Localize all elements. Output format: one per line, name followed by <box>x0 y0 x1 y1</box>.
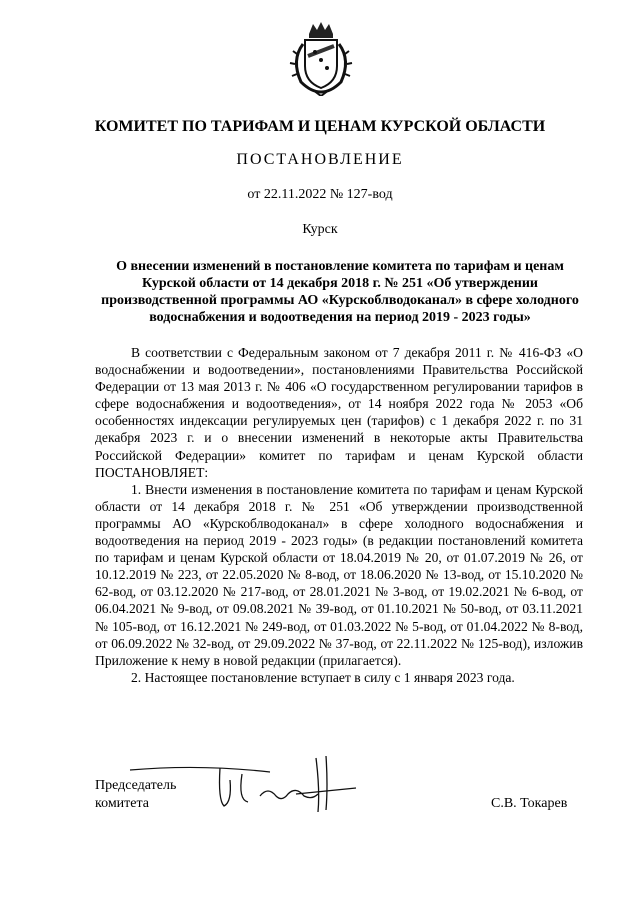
item-1-paragraph: 1. Внести изменения в постановление комитета по тарифам и ценам Курской области от 14 декабря 2018 г. № 251 «Об утверждении производственной программы АО «Курскоблводоканал» в сфере холодного водоснабжения и водоотведения на период 2019 - 2023 годы» (в редакции постановлений комитета по тарифам и ценам Курской области от 18.04.2019 № 20, от 01.07.2019 № 26, от 10.12.2019 № 223, от 22.05.2020 № 8-вод, от 18.06.2020 № 13-вод, от 15.10.2020 № 62-вод, от 03.12.2020 № 217-вод, от 28.01.2021 № 3-вод, от 19.02.2021 № 6-вод, от 06.04.2021 № 9-вод, от 09.08.2021 № 39-вод, от 01.10.2021 № 50-вод, от 03.11.2021 № 105-вод, от 16.12.2021 № 249-вод, от 01.03.2022 № 5-вод, от 01.04.2022 № 8-вод, от 06.09.2022 № 32-вод, от 29.09.2022 № 37-вод, от 22.11.2022 № 125-вод), изложив Приложение к нему в новой редакции (прилагается). <box>95 481 583 668</box>
item-2-paragraph: 2. Настоящее постановление вступает в силу с 1 января 2023 года. <box>131 669 515 685</box>
document-date-number: от 22.11.2022 № 127-вод <box>247 187 393 202</box>
organization-name: КОМИТЕТ ПО ТАРИФАМ И ЦЕНАМ КУРСКОЙ ОБЛАСТИ <box>94 118 546 135</box>
handwritten-signature <box>120 750 380 820</box>
signatory-position-line2: комитета <box>95 796 150 811</box>
document-title: О внесении изменений в постановление комитета по тарифам и ценам Курской области от 14 декабря 2018 г. № 251 «Об утверждении производственной программы АО «Курскоблводоканал» в сфере холодного водоснабжения и водоотведения на период 2019 - 2023 годы» <box>101 259 579 325</box>
document-type: ПОСТАНОВЛЕНИЕ <box>236 151 404 168</box>
document-city: Курск <box>302 222 338 237</box>
preamble-paragraph: В соответствии с Федеральным законом от 7 декабря 2011 г. № 416-ФЗ «О водоснабжении и водоотведении», постановлениями Правительства Российской Федерации от 13 мая 2013 г. № 406 «О государственном регулировании тарифов в сфере водоснабжения и водоотведения», от 14 ноября 2022 года № 2053 «Об особенностях индексации регулируемых цен (тарифов) с 1 декабря 2022 г. по 31 декабря 2023 г. и о внесении изменений в некоторые акты Правительства Российской Федерации» комитет по тарифам и ценам Курской области ПОСТАНОВЛЯЕТ: <box>95 345 583 480</box>
document-body <box>95 344 583 686</box>
kursk-coat-of-arms-icon <box>289 20 353 96</box>
signatory-name: С.В. Токарев <box>491 796 568 811</box>
signatory-position-line1: Председатель <box>95 778 177 793</box>
